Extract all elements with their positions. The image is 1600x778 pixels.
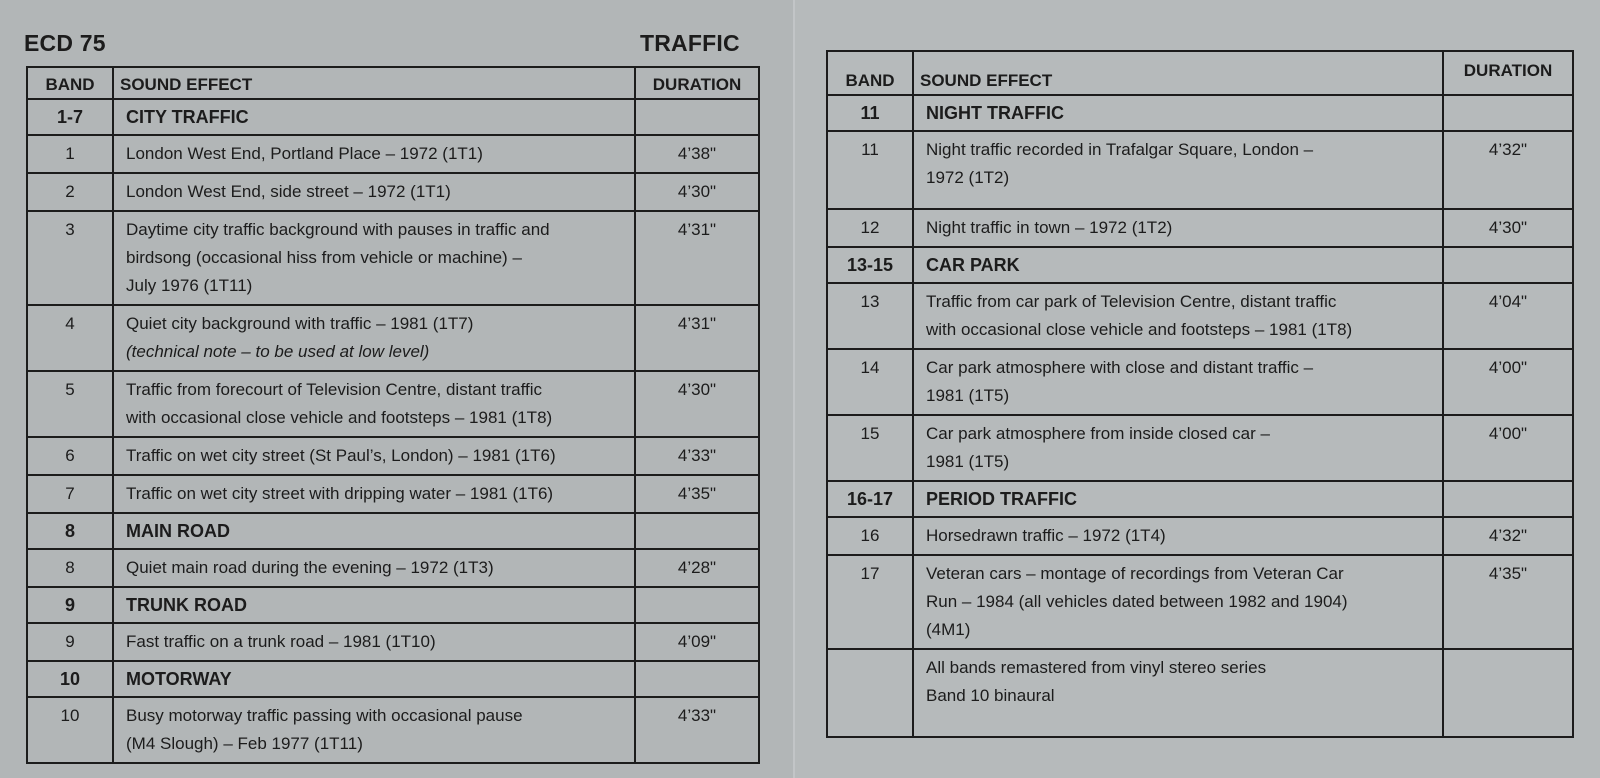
sound-effect-description: Quiet main road during the evening – 1972 (1T3) [113,549,635,587]
band-number: 10 [27,697,113,763]
section-title: TRUNK ROAD [113,587,635,623]
left-panel [0,0,795,778]
table-row [27,437,759,475]
duration: 4’00" [1443,415,1573,481]
duration: 4’33" [635,697,759,763]
catalogue-code: ECD 75 [24,30,106,56]
track-table-left [26,66,760,764]
table-row [827,209,1573,247]
description-line: 1981 (1T5) [926,386,1010,405]
duration: 4’04" [1443,283,1573,349]
description-line: July 1976 (1T11) [126,276,253,295]
table-row [27,697,759,763]
table-row [27,173,759,211]
section-row [827,247,1573,283]
section-title: PERIOD TRAFFIC [913,481,1443,517]
band-number: 13 [827,283,913,349]
description-line: Car park atmosphere from inside closed car – [926,424,1270,443]
booklet-title: TRAFFIC [640,30,740,56]
sound-effect-header: SOUND EFFECT [913,51,1443,95]
sound-effect-description: London West End, Portland Place – 1972 (1T1) [113,135,635,173]
sound-effect-description: Traffic on wet city street with dripping water – 1981 (1T6) [113,475,635,513]
description-line: Busy motorway traffic passing with occasional pause [126,706,523,725]
description-line: (M4 Slough) – Feb 1977 (1T11) [126,734,363,753]
band-number: 3 [27,211,113,305]
section-title: NIGHT TRAFFIC [913,95,1443,131]
sound-effect-description [913,555,1443,649]
duration: 4’30" [1443,209,1573,247]
band-number: 6 [27,437,113,475]
sound-effect-description: Horsedrawn traffic – 1972 (1T4) [913,517,1443,555]
description-line: Night traffic recorded in Trafalgar Square, London – [926,140,1314,159]
description-line: birdsong (occasional hiss from vehicle or machine) – [126,248,522,267]
description-line: 1981 (1T5) [926,452,1010,471]
table-header-row [27,67,759,99]
footnote [913,649,1443,737]
band-number: 2 [27,173,113,211]
track-table-right [826,50,1574,738]
band-number: 9 [27,623,113,661]
description-line: Veteran cars – montage of recordings from Veteran Car [926,564,1344,583]
section-row [827,95,1573,131]
sound-effect-description: Night traffic in town – 1972 (1T2) [913,209,1443,247]
duration: 4’32" [1443,131,1573,209]
duration [1443,649,1573,737]
duration: 4’28" [635,549,759,587]
band-header: BAND [27,67,113,99]
duration: 4’32" [1443,517,1573,555]
sound-effect-description [913,415,1443,481]
description-line: with occasional close vehicle and footsteps – 1981 (1T8) [926,320,1353,339]
band-number: 11 [827,131,913,209]
sound-effect-description [113,211,635,305]
sound-effect-description [113,305,635,371]
table-row [827,415,1573,481]
description-line: with occasional close vehicle and footsteps – 1981 (1T8) [126,408,553,427]
band-number: 9 [27,587,113,623]
table-row [827,283,1573,349]
band-number: 4 [27,305,113,371]
table-header-row [827,51,1573,95]
section-row [27,661,759,697]
band-number: 5 [27,371,113,437]
description-line: 1972 (1T2) [926,168,1010,187]
duration [635,513,759,549]
description-line: Run – 1984 (all vehicles dated between 1982 and 1904) [926,592,1348,611]
footnote-line: Band 10 binaural [926,686,1055,705]
band-number: 11 [827,95,913,131]
section-row [27,99,759,135]
sound-effect-header: SOUND EFFECT [113,67,635,99]
description-line: Car park atmosphere with close and distant traffic – [926,358,1314,377]
duration: 4’33" [635,437,759,475]
duration [635,661,759,697]
band-number: 16-17 [827,481,913,517]
sound-effect-description [913,131,1443,209]
section-title: CAR PARK [913,247,1443,283]
band-number: 1-7 [27,99,113,135]
description-line: (4M1) [926,620,971,639]
section-row [27,587,759,623]
description-line: Daytime city traffic background with pauses in traffic and [126,220,550,239]
duration [1443,247,1573,283]
band-number: 13-15 [827,247,913,283]
section-row [27,513,759,549]
band-number: 17 [827,555,913,649]
duration: 4’35" [1443,555,1573,649]
band-number: 12 [827,209,913,247]
description-line: Traffic from forecourt of Television Centre, distant traffic [126,380,543,399]
band-number: 1 [27,135,113,173]
duration: 4’35" [635,475,759,513]
band-number: 15 [827,415,913,481]
table-row [827,349,1573,415]
duration: 4’09" [635,623,759,661]
table-row [827,555,1573,649]
section-row [827,481,1573,517]
sound-effect-description: Fast traffic on a trunk road – 1981 (1T10) [113,623,635,661]
table-row [27,371,759,437]
band-number: 8 [27,513,113,549]
band-header: BAND [827,51,913,95]
duration: 4’38" [635,135,759,173]
table-row [827,517,1573,555]
table-row [27,211,759,305]
table-row [27,623,759,661]
band-number: 16 [827,517,913,555]
duration [1443,481,1573,517]
table-row [27,549,759,587]
band-number: 7 [27,475,113,513]
section-title: MAIN ROAD [113,513,635,549]
sound-effect-description [113,697,635,763]
duration: 4’31" [635,211,759,305]
duration [1443,95,1573,131]
sound-effect-description [913,283,1443,349]
sound-effect-description [113,371,635,437]
duration: 4’31" [635,305,759,371]
duration [635,99,759,135]
footnote-row [827,649,1573,737]
band-number [827,649,913,737]
duration-header: DURATION [635,67,759,99]
duration: 4’30" [635,371,759,437]
duration: 4’00" [1443,349,1573,415]
band-number: 10 [27,661,113,697]
description-line: Quiet city background with traffic – 1981 (1T7) [126,314,474,333]
technical-note: (technical note – to be used at low level) [126,342,430,361]
section-title: CITY TRAFFIC [113,99,635,135]
footnote-line: All bands remastered from vinyl stereo series [926,658,1267,677]
sound-effect-description: Traffic on wet city street (St Paul’s, London) – 1981 (1T6) [113,437,635,475]
table-row [27,305,759,371]
duration [635,587,759,623]
sound-effect-description: London West End, side street – 1972 (1T1) [113,173,635,211]
table-row [827,131,1573,209]
duration-header: DURATION [1443,51,1573,95]
band-number: 14 [827,349,913,415]
sound-effect-description [913,349,1443,415]
band-number: 8 [27,549,113,587]
section-title: MOTORWAY [113,661,635,697]
duration: 4’30" [635,173,759,211]
table-row [27,135,759,173]
table-row [27,475,759,513]
description-line: Traffic from car park of Television Centre, distant traffic [926,292,1337,311]
